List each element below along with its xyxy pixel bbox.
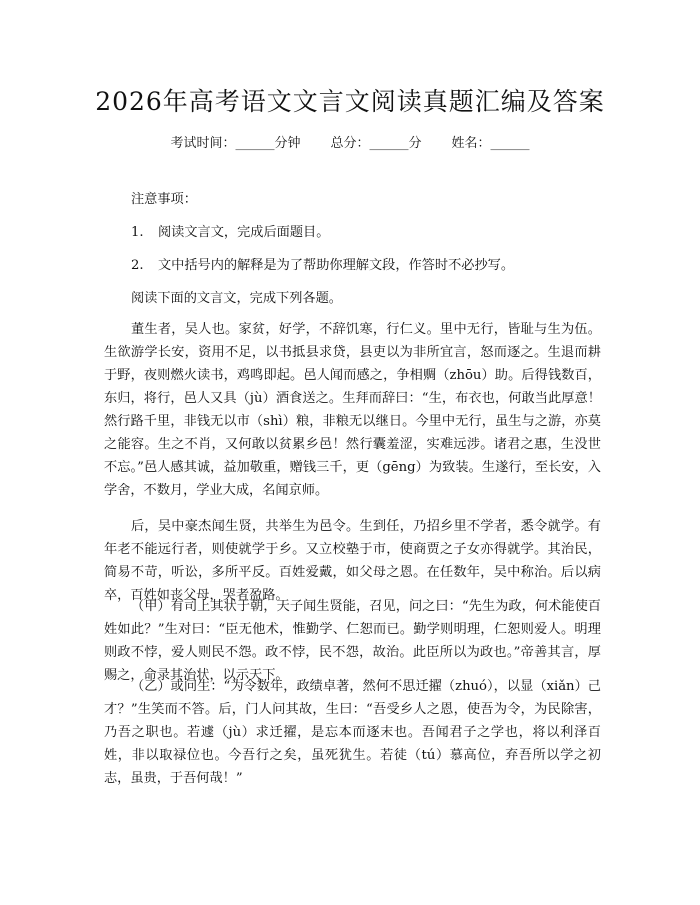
exam-meta-line: [0, 132, 700, 151]
name-label: 姓名：______: [451, 136, 530, 151]
notice-item-number: 2.: [131, 258, 144, 273]
instruction-text: 阅读下面的文言文，完成下列各题。: [131, 291, 342, 306]
notice-item-text: 阅读文言文，完成后面题目。: [158, 225, 330, 240]
notice-item: [131, 221, 628, 244]
passage-paragraph: （甲）有司上其状于朝，天子闻生贤能，召见，问之曰：“先生为政，何术能使百姓如此？”生对曰：“臣无他术，惟勤学、仁恕而已。勤学则明理，仁恕则爱人。明理则政不悖，爱人则民不怨。政不悖，民不怨，故治。此臣所以为政也。”帝善其言，厚赐之，命录其治状，以示天下。: [104, 599, 601, 683]
exam-time-label: 考试时间：______分钟: [170, 136, 301, 151]
notice-item: [131, 254, 628, 277]
passage-paragraph: （乙）或问生：“为令数年，政绩卓著，然何不思迁擢（zhuó），以显（xiǎn）己才？”生笑而不答。后，门人问其故，生曰：“吾受乡人之恩，使吾为令，为民除害，乃吾之职也。若遽（jù）求迁擢，是忘本而逐末也。吾闻君子之学也，将以利泽百姓，非以取禄位也。今吾行之矣，虽死犹生。若徒（tú）慕高位，弃吾所以学之初志，虽贵，于吾何哉！”: [104, 679, 601, 786]
total-score-label: 总分：______分: [330, 136, 422, 151]
notice-item-text: 文中括号内的解释是为了帮助你理解文段，作答时不必抄写。: [158, 258, 515, 273]
notice-heading: 注意事项：: [131, 192, 197, 207]
passage-paragraph: 董生者，吴人也。家贫，好学，不辞饥寒，行仁义。里中无行，皆耻与生为伍。生欲游学长安，资用不足，以书抵县求贷，县吏以为非所宜言，怒而逐之。生退而耕于野，夜则燃火读书，鸡鸣即起。邑人闻而感之，争相赒（zhōu）助。后得钱数百，东归，将行，邑人又具（jù）酒食送之。生拜而辞曰：“生，布衣也，何敢当此厚意！然行路千里，非钱无以市（shì）粮，非粮无以继日。今里中无行，虽生与之游，亦莫之能容。生之不肖，又何敢以贫累乡邑！然行囊羞涩，实难远涉。诸君之惠，生没世不忘。”邑人感其诚，益加敬重，赠钱三千，更（gēng）为致装。生遂行，至长安，入学舍，不数月，学业大成，名闻京师。: [104, 322, 601, 498]
passage-paragraph: 后，吴中豪杰闻生贤，共举生为邑令。生到任，乃招乡里不学者，悉令就学。有年老不能远行者，则使就学于乡。又立校塾于市，使商贾之子女亦得就学。其治民，简易不苛，听讼，多所平反。百姓爱戴，如父母之恩。在任数年，吴中称治。后以病卒，百姓如丧父母，哭者盈路。: [104, 519, 601, 603]
notice-item-number: 1.: [131, 225, 144, 240]
page-title: 2026年高考语文文言文阅读真题汇编及答案: [95, 87, 605, 116]
